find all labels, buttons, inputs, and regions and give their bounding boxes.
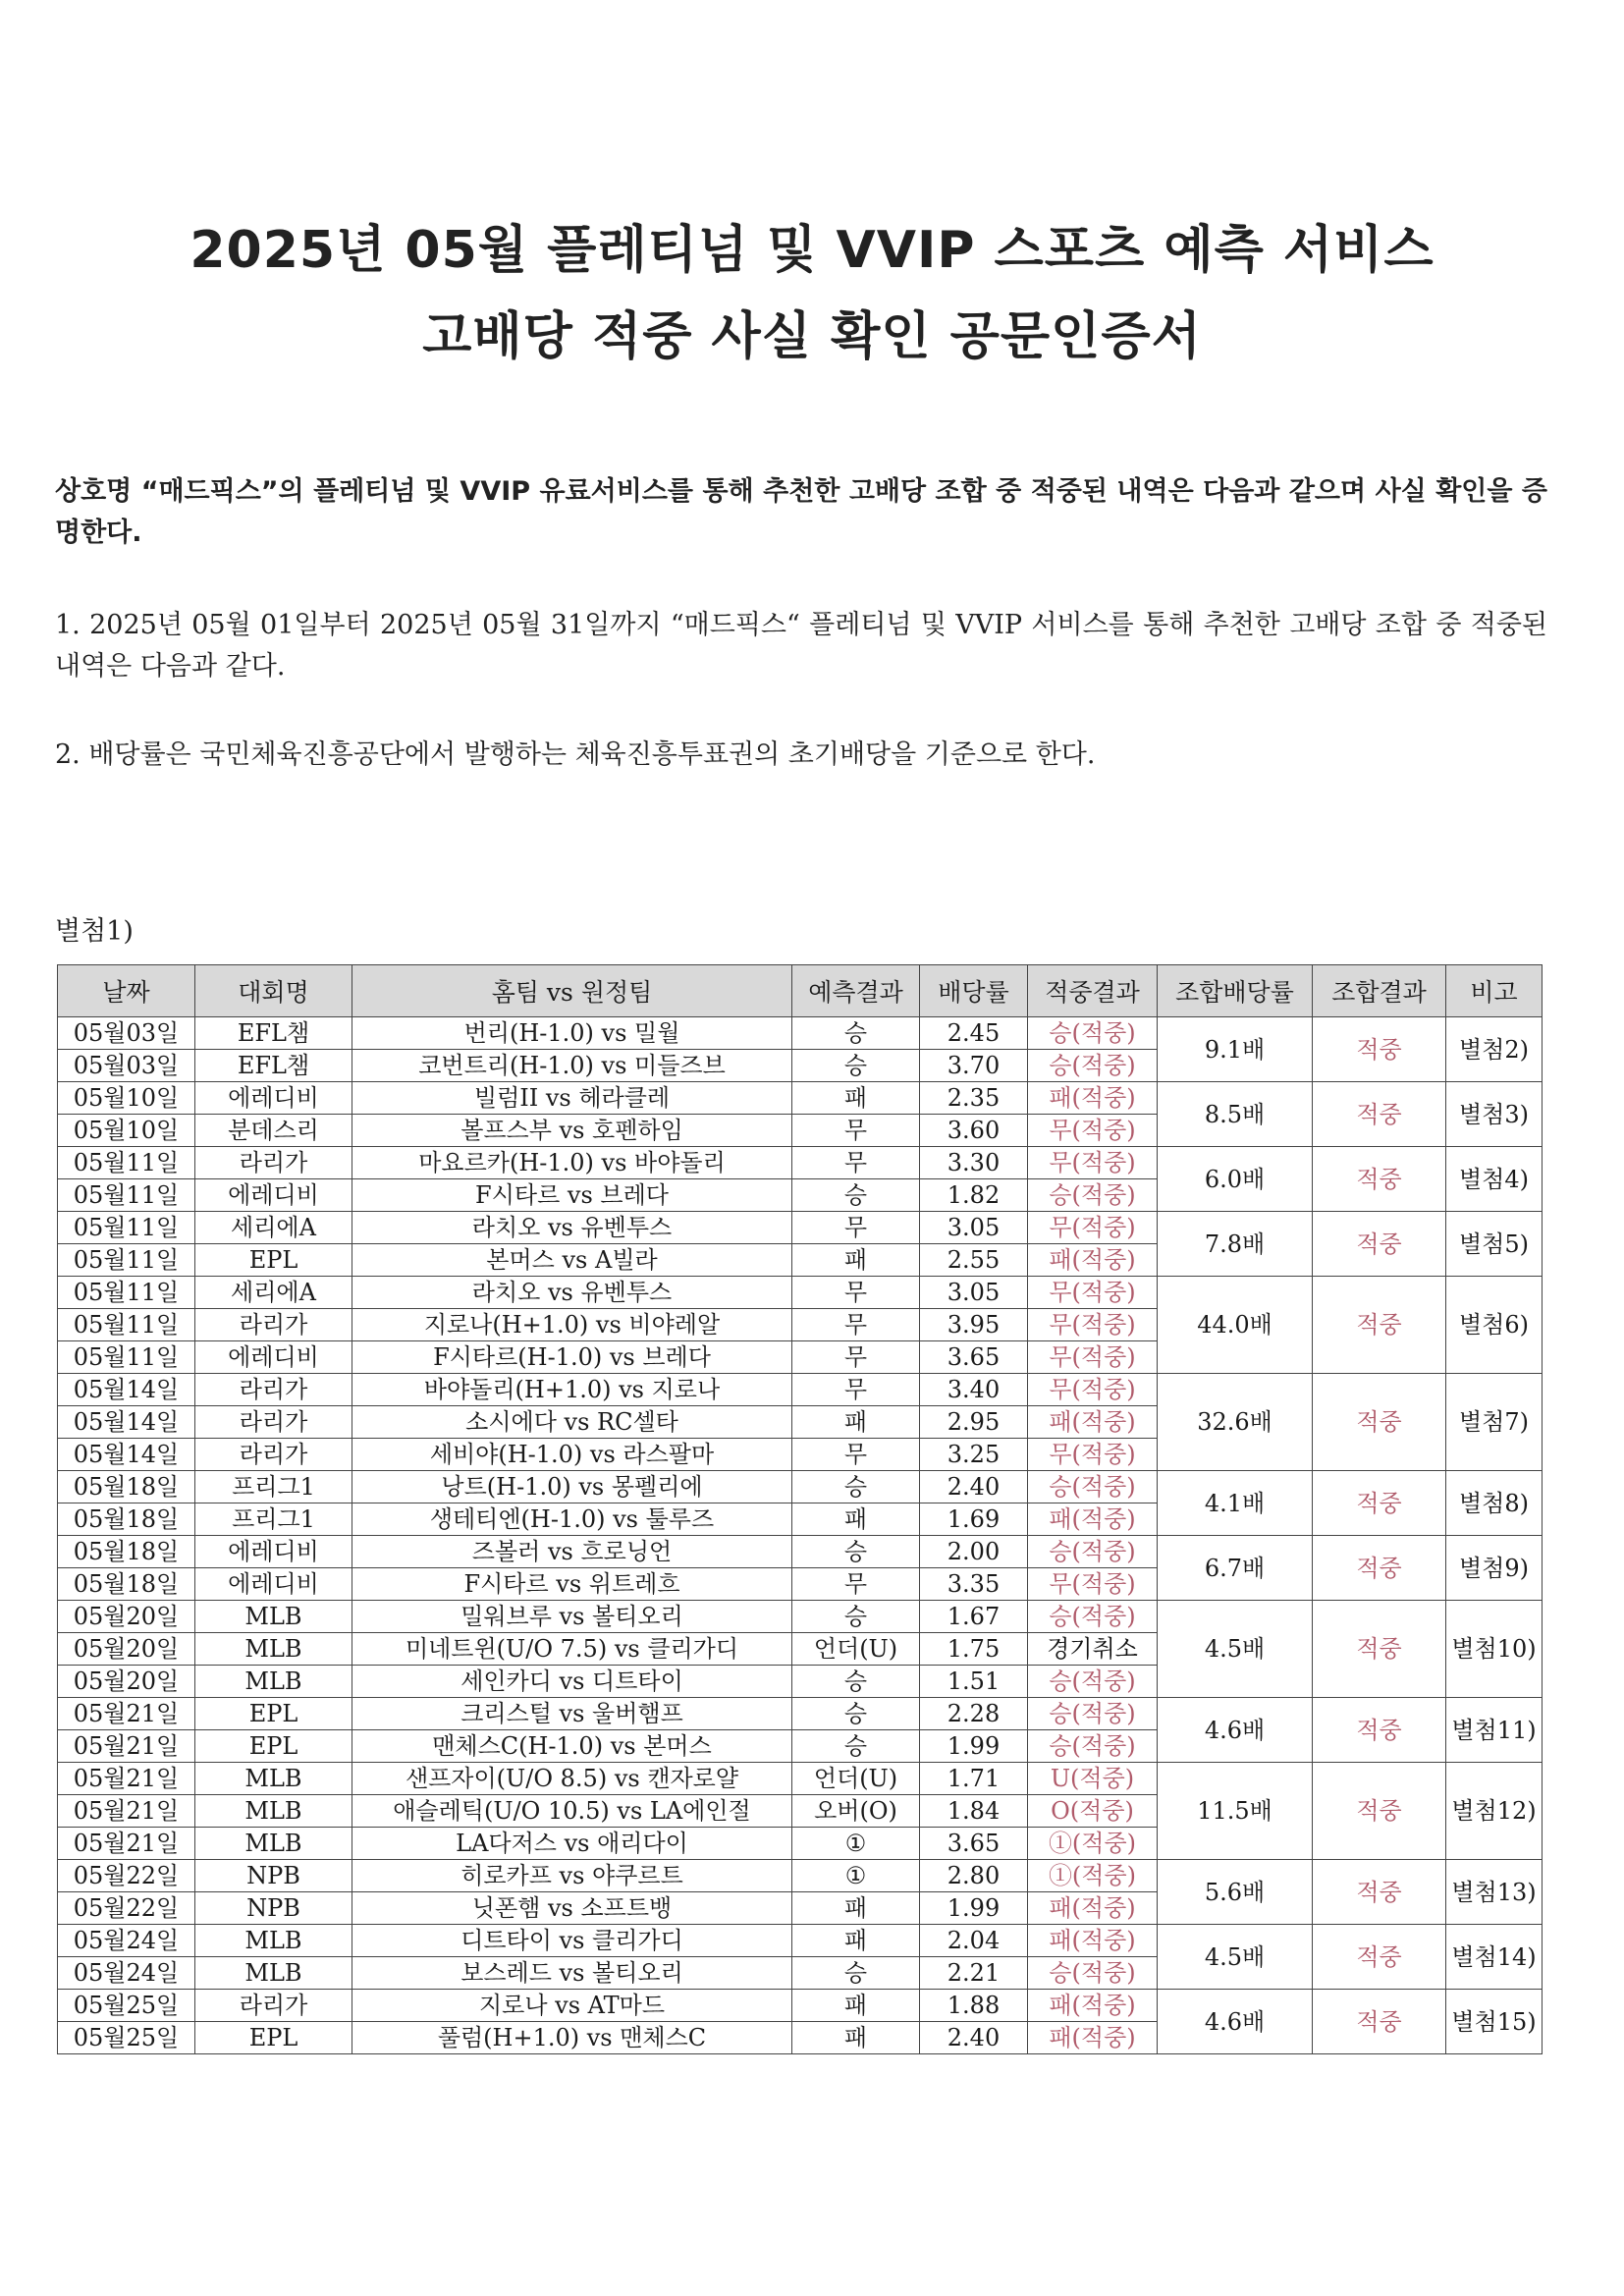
cell-league: MLB xyxy=(195,1763,352,1795)
cell-prediction: 승 xyxy=(792,1698,920,1730)
cell-prediction: 승 xyxy=(792,1471,920,1503)
document-title-line2: 고배당 적중 사실 확인 공문인증서 xyxy=(422,307,1202,366)
cell-prediction: 승 xyxy=(792,1957,920,1990)
cell-match: 풀럼(H+1.0) vs 맨체스C xyxy=(352,2022,792,2054)
cell-odds: 2.45 xyxy=(920,1017,1028,1050)
cell-hit-result: U(적중) xyxy=(1028,1763,1158,1795)
cell-date: 05월11일 xyxy=(58,1341,195,1374)
cell-combo-result: 적중 xyxy=(1313,1374,1446,1471)
table-row xyxy=(58,1374,1543,1406)
cell-match: 맨체스C(H-1.0) vs 본머스 xyxy=(352,1730,792,1763)
cell-hit-result: O(적중) xyxy=(1028,1795,1158,1828)
cell-odds: 3.65 xyxy=(920,1341,1028,1374)
cell-match: 소시에다 vs RC셀타 xyxy=(352,1406,792,1439)
table-row xyxy=(58,1860,1543,1892)
cell-date: 05월24일 xyxy=(58,1925,195,1957)
cell-prediction: 언더(U) xyxy=(792,1633,920,1666)
cell-prediction: 승 xyxy=(792,1179,920,1212)
cell-hit-result: 무(적중) xyxy=(1028,1115,1158,1147)
cell-odds: 1.75 xyxy=(920,1633,1028,1666)
cell-date: 05월20일 xyxy=(58,1601,195,1633)
cell-prediction: 패 xyxy=(792,1244,920,1277)
cell-prediction: 패 xyxy=(792,1406,920,1439)
cell-hit-result: 패(적중) xyxy=(1028,1990,1158,2022)
cell-match: 애슬레틱(U/O 10.5) vs LA에인절 xyxy=(352,1795,792,1828)
cell-odds: 2.40 xyxy=(920,2022,1028,2054)
cell-combo-odds: 4.6배 xyxy=(1158,1698,1313,1763)
cell-odds: 1.99 xyxy=(920,1730,1028,1763)
cell-match: 코번트리(H-1.0) vs 미들즈브 xyxy=(352,1050,792,1082)
cell-league: 프리그1 xyxy=(195,1471,352,1503)
cell-match: 보스레드 vs 볼티오리 xyxy=(352,1957,792,1990)
cell-prediction: 무 xyxy=(792,1341,920,1374)
cell-date: 05월14일 xyxy=(58,1439,195,1471)
cell-odds: 2.35 xyxy=(920,1082,1028,1115)
cell-odds: 1.82 xyxy=(920,1179,1028,1212)
cell-league: EPL xyxy=(195,1244,352,1277)
cell-league: NPB xyxy=(195,1860,352,1892)
cell-league: MLB xyxy=(195,1957,352,1990)
table-row xyxy=(58,1925,1543,1957)
table-row xyxy=(58,1601,1543,1633)
cell-date: 05월14일 xyxy=(58,1374,195,1406)
cell-combo-result: 적중 xyxy=(1313,1017,1446,1082)
cell-hit-result: 무(적중) xyxy=(1028,1439,1158,1471)
cell-hit-result: 승(적중) xyxy=(1028,1179,1158,1212)
cell-date: 05월20일 xyxy=(58,1633,195,1666)
table-header-row xyxy=(58,965,1543,1017)
cell-league: 에레디비 xyxy=(195,1179,352,1212)
cell-combo-odds: 32.6배 xyxy=(1158,1374,1313,1471)
cell-match: 히로카프 vs 야쿠르트 xyxy=(352,1860,792,1892)
cell-note: 별첨7) xyxy=(1446,1374,1543,1471)
cell-league: 라리가 xyxy=(195,1990,352,2022)
cell-combo-odds: 7.8배 xyxy=(1158,1212,1313,1277)
cell-date: 05월18일 xyxy=(58,1471,195,1503)
cell-combo-odds: 8.5배 xyxy=(1158,1082,1313,1147)
cell-combo-result: 적중 xyxy=(1313,1698,1446,1763)
cell-date: 05월11일 xyxy=(58,1277,195,1309)
cell-hit-result: 무(적중) xyxy=(1028,1309,1158,1341)
cell-odds: 1.51 xyxy=(920,1666,1028,1698)
cell-note: 별첨2) xyxy=(1446,1017,1543,1082)
cell-league: 라리가 xyxy=(195,1439,352,1471)
cell-match: 즈볼러 vs 흐로닝언 xyxy=(352,1536,792,1568)
cell-odds: 1.99 xyxy=(920,1892,1028,1925)
cell-odds: 2.80 xyxy=(920,1860,1028,1892)
cell-hit-result: 패(적중) xyxy=(1028,1082,1158,1115)
cell-match: 라치오 vs 유벤투스 xyxy=(352,1277,792,1309)
cell-hit-result: 승(적중) xyxy=(1028,1536,1158,1568)
cell-league: 라리가 xyxy=(195,1406,352,1439)
cell-odds: 3.30 xyxy=(920,1147,1028,1179)
cell-league: EFL챔 xyxy=(195,1017,352,1050)
results-table xyxy=(57,964,1543,2054)
cell-odds: 3.35 xyxy=(920,1568,1028,1601)
cell-odds: 3.25 xyxy=(920,1439,1028,1471)
cell-date: 05월11일 xyxy=(58,1244,195,1277)
cell-hit-result: 승(적중) xyxy=(1028,1601,1158,1633)
cell-note: 별첨4) xyxy=(1446,1147,1543,1212)
cell-odds: 2.40 xyxy=(920,1471,1028,1503)
cell-prediction: 언더(U) xyxy=(792,1763,920,1795)
cell-combo-odds: 5.6배 xyxy=(1158,1860,1313,1925)
cell-prediction: 무 xyxy=(792,1212,920,1244)
cell-prediction: 무 xyxy=(792,1439,920,1471)
cell-match: 빌럼II vs 헤라클레 xyxy=(352,1082,792,1115)
cell-note: 별첨14) xyxy=(1446,1925,1543,1990)
cell-combo-odds: 11.5배 xyxy=(1158,1763,1313,1860)
cell-league: 에레디비 xyxy=(195,1568,352,1601)
cell-note: 별첨3) xyxy=(1446,1082,1543,1147)
cell-odds: 1.88 xyxy=(920,1990,1028,2022)
header-combo-result: 조합결과 xyxy=(1313,965,1446,1017)
cell-hit-result: 승(적중) xyxy=(1028,1730,1158,1763)
cell-match: F시타르(H-1.0) vs 브레다 xyxy=(352,1341,792,1374)
cell-prediction: ① xyxy=(792,1828,920,1860)
cell-prediction: 패 xyxy=(792,1925,920,1957)
cell-note: 별첨10) xyxy=(1446,1601,1543,1698)
cell-combo-result: 적중 xyxy=(1313,1082,1446,1147)
cell-combo-result: 적중 xyxy=(1313,1277,1446,1374)
cell-match: 밀워브루 vs 볼티오리 xyxy=(352,1601,792,1633)
cell-league: 세리에A xyxy=(195,1212,352,1244)
cell-prediction: 무 xyxy=(792,1277,920,1309)
cell-league: 에레디비 xyxy=(195,1082,352,1115)
cell-odds: 2.04 xyxy=(920,1925,1028,1957)
table-row xyxy=(58,1017,1543,1050)
cell-note: 별첨9) xyxy=(1446,1536,1543,1601)
cell-date: 05월22일 xyxy=(58,1892,195,1925)
cell-note: 별첨5) xyxy=(1446,1212,1543,1277)
cell-match: 라치오 vs 유벤투스 xyxy=(352,1212,792,1244)
cell-date: 05월10일 xyxy=(58,1082,195,1115)
cell-league: EPL xyxy=(195,1730,352,1763)
cell-league: MLB xyxy=(195,1828,352,1860)
cell-odds: 1.69 xyxy=(920,1503,1028,1536)
cell-date: 05월18일 xyxy=(58,1503,195,1536)
paragraph-1: 1. 2025년 05월 01일부터 2025년 05월 31일까지 “매드픽스“ 플레티넘 및 VVIP 서비스를 통해 추천한 고배당 조합 중 적중된 내역은 다음과 같다. xyxy=(55,610,1547,682)
cell-league: 에레디비 xyxy=(195,1341,352,1374)
document-title-line1: 2025년 05월 플레티넘 및 VVIP 스포츠 예측 서비스 xyxy=(189,221,1435,280)
cell-odds: 2.21 xyxy=(920,1957,1028,1990)
table-row xyxy=(58,1990,1543,2022)
cell-match: 미네트윈(U/O 7.5) vs 클리가디 xyxy=(352,1633,792,1666)
cell-match: 마요르카(H-1.0) vs 바야돌리 xyxy=(352,1147,792,1179)
header-combo-odds: 조합배당률 xyxy=(1158,965,1313,1017)
cell-date: 05월14일 xyxy=(58,1406,195,1439)
cell-league: MLB xyxy=(195,1795,352,1828)
cell-league: 분데스리 xyxy=(195,1115,352,1147)
cell-match: 생테티엔(H-1.0) vs 툴루즈 xyxy=(352,1503,792,1536)
cell-combo-odds: 4.5배 xyxy=(1158,1925,1313,1990)
header-odds: 배당률 xyxy=(920,965,1028,1017)
cell-match: 낭트(H-1.0) vs 몽펠리에 xyxy=(352,1471,792,1503)
cell-hit-result: 승(적중) xyxy=(1028,1017,1158,1050)
intro-paragraph: 상호명 “매드픽스”의 플레티넘 및 VVIP 유료서비스를 통해 추천한 고배당 조합 중 적중된 내역은 다음과 같으며 사실 확인을 증명한다. xyxy=(55,476,1547,548)
cell-league: EPL xyxy=(195,1698,352,1730)
cell-league: MLB xyxy=(195,1633,352,1666)
paragraph-2: 2. 배당률은 국민체육진흥공단에서 발행하는 체육진흥투표권의 초기배당을 기준으로 한다. xyxy=(55,739,1096,770)
cell-prediction: 패 xyxy=(792,1892,920,1925)
cell-league: 세리에A xyxy=(195,1277,352,1309)
cell-note: 별첨13) xyxy=(1446,1860,1543,1925)
cell-prediction: 패 xyxy=(792,1503,920,1536)
cell-date: 05월25일 xyxy=(58,1990,195,2022)
cell-prediction: ① xyxy=(792,1860,920,1892)
cell-date: 05월10일 xyxy=(58,1115,195,1147)
cell-combo-result: 적중 xyxy=(1313,1536,1446,1601)
cell-date: 05월11일 xyxy=(58,1309,195,1341)
cell-combo-odds: 44.0배 xyxy=(1158,1277,1313,1374)
cell-match: LA다저스 vs 애리다이 xyxy=(352,1828,792,1860)
cell-prediction: 패 xyxy=(792,1082,920,1115)
cell-hit-result: 패(적중) xyxy=(1028,1244,1158,1277)
table-row xyxy=(58,1147,1543,1179)
cell-odds: 3.65 xyxy=(920,1828,1028,1860)
cell-prediction: 무 xyxy=(792,1115,920,1147)
cell-prediction: 승 xyxy=(792,1536,920,1568)
cell-odds: 3.95 xyxy=(920,1309,1028,1341)
cell-combo-result: 적중 xyxy=(1313,1471,1446,1536)
header-date: 날짜 xyxy=(58,965,195,1017)
cell-hit-result: 무(적중) xyxy=(1028,1212,1158,1244)
cell-date: 05월21일 xyxy=(58,1730,195,1763)
cell-note: 별첨8) xyxy=(1446,1471,1543,1536)
cell-match: 볼프스부 vs 호펜하임 xyxy=(352,1115,792,1147)
cell-prediction: 무 xyxy=(792,1374,920,1406)
cell-hit-result: 패(적중) xyxy=(1028,2022,1158,2054)
cell-league: MLB xyxy=(195,1666,352,1698)
cell-combo-odds: 6.7배 xyxy=(1158,1536,1313,1601)
cell-date: 05월11일 xyxy=(58,1179,195,1212)
cell-odds: 1.84 xyxy=(920,1795,1028,1828)
cell-odds: 1.67 xyxy=(920,1601,1028,1633)
cell-combo-result: 적중 xyxy=(1313,1860,1446,1925)
cell-odds: 3.40 xyxy=(920,1374,1028,1406)
cell-hit-result: 무(적중) xyxy=(1028,1277,1158,1309)
cell-hit-result: ①(적중) xyxy=(1028,1860,1158,1892)
cell-combo-result: 적중 xyxy=(1313,1147,1446,1212)
cell-hit-result: 패(적중) xyxy=(1028,1503,1158,1536)
cell-hit-result: ①(적중) xyxy=(1028,1828,1158,1860)
header-hit-result: 적중결과 xyxy=(1028,965,1158,1017)
cell-prediction: 승 xyxy=(792,1730,920,1763)
cell-odds: 1.71 xyxy=(920,1763,1028,1795)
cell-league: NPB xyxy=(195,1892,352,1925)
results-table-body xyxy=(58,1017,1543,2054)
cell-prediction: 승 xyxy=(792,1050,920,1082)
cell-combo-result: 적중 xyxy=(1313,1925,1446,1990)
cell-match: 본머스 vs A빌라 xyxy=(352,1244,792,1277)
table-row xyxy=(58,1212,1543,1244)
cell-date: 05월11일 xyxy=(58,1147,195,1179)
cell-match: 크리스털 vs 울버햄프 xyxy=(352,1698,792,1730)
cell-match: 지로나(H+1.0) vs 비야레알 xyxy=(352,1309,792,1341)
cell-combo-odds: 9.1배 xyxy=(1158,1017,1313,1082)
header-match: 홈팀 vs 원정팀 xyxy=(352,965,792,1017)
cell-prediction: 오버(O) xyxy=(792,1795,920,1828)
header-note: 비고 xyxy=(1446,965,1543,1017)
cell-league: 프리그1 xyxy=(195,1503,352,1536)
cell-date: 05월03일 xyxy=(58,1017,195,1050)
cell-date: 05월21일 xyxy=(58,1795,195,1828)
cell-prediction: 무 xyxy=(792,1568,920,1601)
cell-date: 05월20일 xyxy=(58,1666,195,1698)
cell-match: F시타르 vs 위트레흐 xyxy=(352,1568,792,1601)
cell-odds: 3.05 xyxy=(920,1212,1028,1244)
cell-prediction: 무 xyxy=(792,1309,920,1341)
cell-league: EPL xyxy=(195,2022,352,2054)
cell-date: 05월18일 xyxy=(58,1536,195,1568)
cell-league: 라리가 xyxy=(195,1309,352,1341)
cell-combo-result: 적중 xyxy=(1313,1763,1446,1860)
table-row xyxy=(58,1536,1543,1568)
cell-odds: 2.55 xyxy=(920,1244,1028,1277)
table-row xyxy=(58,1698,1543,1730)
cell-date: 05월03일 xyxy=(58,1050,195,1082)
cell-combo-result: 적중 xyxy=(1313,1990,1446,2054)
cell-prediction: 승 xyxy=(792,1666,920,1698)
cell-combo-odds: 4.6배 xyxy=(1158,1990,1313,2054)
cell-date: 05월22일 xyxy=(58,1860,195,1892)
cell-hit-result: 무(적중) xyxy=(1028,1568,1158,1601)
table-row xyxy=(58,1277,1543,1309)
cell-note: 별첨12) xyxy=(1446,1763,1543,1860)
cell-odds: 3.60 xyxy=(920,1115,1028,1147)
cell-date: 05월11일 xyxy=(58,1212,195,1244)
cell-combo-result: 적중 xyxy=(1313,1601,1446,1698)
cell-match: 샌프자이(U/O 8.5) vs 캔자로얄 xyxy=(352,1763,792,1795)
cell-prediction: 패 xyxy=(792,1990,920,2022)
cell-hit-result: 무(적중) xyxy=(1028,1147,1158,1179)
cell-hit-result: 무(적중) xyxy=(1028,1374,1158,1406)
header-prediction: 예측결과 xyxy=(792,965,920,1017)
cell-prediction: 무 xyxy=(792,1147,920,1179)
cell-match: 세비야(H-1.0) vs 라스팔마 xyxy=(352,1439,792,1471)
cell-combo-result: 적중 xyxy=(1313,1212,1446,1277)
cell-hit-result: 승(적중) xyxy=(1028,1471,1158,1503)
cell-odds: 2.28 xyxy=(920,1698,1028,1730)
cell-combo-odds: 4.5배 xyxy=(1158,1601,1313,1698)
cell-combo-odds: 6.0배 xyxy=(1158,1147,1313,1212)
cell-league: 라리가 xyxy=(195,1374,352,1406)
cell-prediction: 패 xyxy=(792,2022,920,2054)
cell-hit-result: 패(적중) xyxy=(1028,1925,1158,1957)
cell-match: 디트타이 vs 클리가디 xyxy=(352,1925,792,1957)
cell-league: MLB xyxy=(195,1925,352,1957)
cell-hit-result: 패(적중) xyxy=(1028,1892,1158,1925)
cell-match: 번리(H-1.0) vs 밀월 xyxy=(352,1017,792,1050)
cell-odds: 3.05 xyxy=(920,1277,1028,1309)
cell-hit-result: 승(적중) xyxy=(1028,1698,1158,1730)
header-league: 대회명 xyxy=(195,965,352,1017)
cell-league: EFL챔 xyxy=(195,1050,352,1082)
cell-hit-result: 패(적중) xyxy=(1028,1406,1158,1439)
cell-prediction: 승 xyxy=(792,1601,920,1633)
cell-date: 05월25일 xyxy=(58,2022,195,2054)
cell-league: MLB xyxy=(195,1601,352,1633)
cell-match: 지로나 vs AT마드 xyxy=(352,1990,792,2022)
cell-odds: 2.95 xyxy=(920,1406,1028,1439)
cell-date: 05월24일 xyxy=(58,1957,195,1990)
cell-date: 05월18일 xyxy=(58,1568,195,1601)
table-row xyxy=(58,1763,1543,1795)
cell-odds: 2.00 xyxy=(920,1536,1028,1568)
cell-prediction: 승 xyxy=(792,1017,920,1050)
cell-date: 05월21일 xyxy=(58,1828,195,1860)
cell-note: 별첨11) xyxy=(1446,1698,1543,1763)
cell-match: 닛폰햄 vs 소프트뱅 xyxy=(352,1892,792,1925)
attachment-label: 별첨1) xyxy=(55,916,134,947)
cell-note: 별첨15) xyxy=(1446,1990,1543,2054)
cell-odds: 3.70 xyxy=(920,1050,1028,1082)
cell-hit-result: 승(적중) xyxy=(1028,1957,1158,1990)
cell-match: F시타르 vs 브레다 xyxy=(352,1179,792,1212)
cell-league: 에레디비 xyxy=(195,1536,352,1568)
cell-combo-odds: 4.1배 xyxy=(1158,1471,1313,1536)
cell-match: 세인카디 vs 디트타이 xyxy=(352,1666,792,1698)
cell-hit-result: 경기취소 xyxy=(1028,1633,1158,1666)
cell-note: 별첨6) xyxy=(1446,1277,1543,1374)
table-row xyxy=(58,1471,1543,1503)
cell-date: 05월21일 xyxy=(58,1698,195,1730)
cell-hit-result: 승(적중) xyxy=(1028,1666,1158,1698)
cell-hit-result: 승(적중) xyxy=(1028,1050,1158,1082)
table-row xyxy=(58,1082,1543,1115)
cell-date: 05월21일 xyxy=(58,1763,195,1795)
cell-league: 라리가 xyxy=(195,1147,352,1179)
cell-match: 바야돌리(H+1.0) vs 지로나 xyxy=(352,1374,792,1406)
cell-hit-result: 무(적중) xyxy=(1028,1341,1158,1374)
